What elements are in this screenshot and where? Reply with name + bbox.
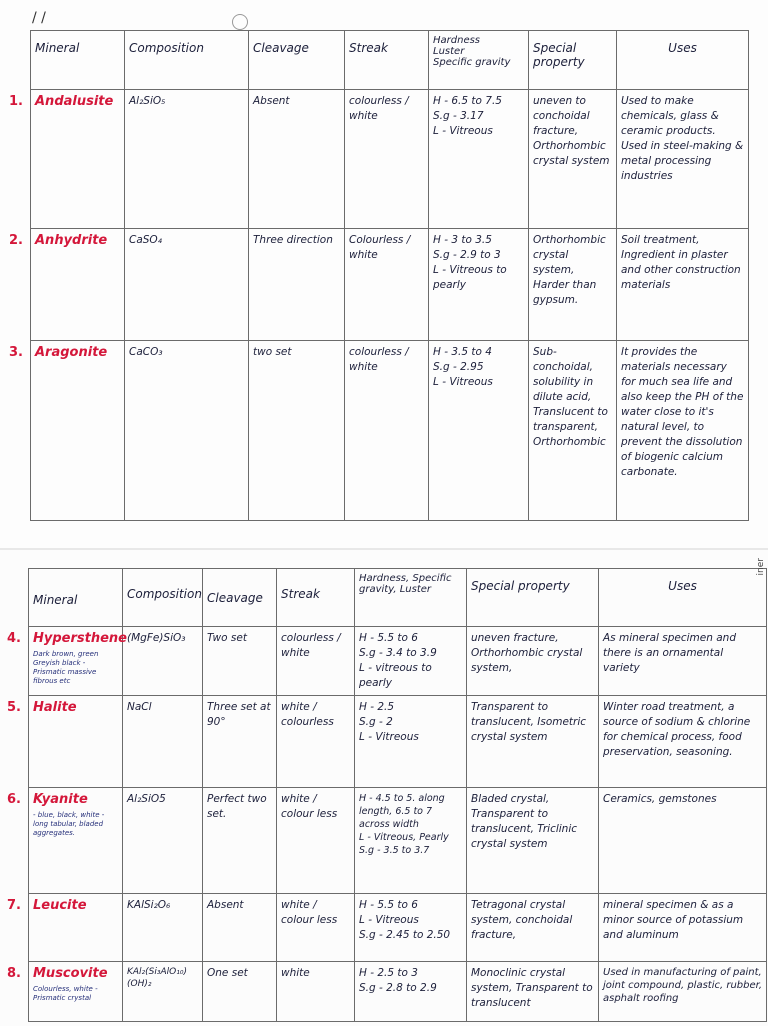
uses-cell: Soil treatment, Ingredient in plaster and other construction materials [617,229,749,341]
composition-cell: KAl₂(Si₃AlO₁₀)(OH)₂ [123,962,203,1022]
header-cell: Uses [617,31,749,90]
mineral-name: Muscovite [33,966,108,981]
header-cell: Special property [467,569,599,627]
table-row [31,90,749,229]
mineral-cell [9,341,125,521]
header-cell: Hardness, Specific gravity, Luster [355,569,467,627]
table-row [29,894,767,962]
margin-note: iner [756,558,766,576]
row-number: 8. [7,966,21,981]
composition-cell: Al₂SiO₅ [125,90,249,229]
row-number: 7. [7,898,21,913]
header-cell: Cleavage [249,31,345,90]
mineral-cell [7,696,123,788]
table-row [31,229,749,341]
composition-cell: KAlSi₂O₆ [123,894,203,962]
cleavage-cell: Three direction [249,229,345,341]
uses-cell: As mineral specimen and there is an ornamental variety [599,627,767,696]
cleavage-cell: One set [203,962,277,1022]
property-cell: Transparent to translucent, Isometric crystal system [467,696,599,788]
mineral-name: Leucite [33,898,87,913]
hardness-cell: H - 4.5 to 5. along length, 6.5 to 7 across width L - Vitreous, Pearly S.g - 3.5 to 3.7 [355,788,467,894]
row-number: 4. [7,631,21,646]
streak-cell: colourless / white [277,627,355,696]
cleavage-cell: Two set [203,627,277,696]
header-cell: Mineral [31,31,125,90]
property-cell: Sub-conchoidal, solubility in dilute acid, Translucent to transparent, Orthorhombic [529,341,617,521]
property-cell: uneven fracture, Orthorhombic crystal system, [467,627,599,696]
table-row [29,788,767,894]
cleavage-cell: Perfect two set. [203,788,277,894]
streak-cell: white / colour less [277,788,355,894]
hardness-cell: H - 3.5 to 4 S.g - 2.95 L - Vitreous [429,341,529,521]
mineral-cell [9,90,125,229]
property-cell: Tetragonal crystal system, conchoidal fracture, [467,894,599,962]
uses-cell: Used in manufacturing of paint, joint compound, plastic, rubber, asphalt roofing [599,962,767,1022]
row-number: 6. [7,792,21,807]
uses-cell: Winter road treatment, a source of sodium & chlorine for chemical process, food preservation, seasoning. [599,696,767,788]
header-cell: Composition [125,31,249,90]
header-cell: Cleavage [203,569,277,627]
mineral-name: Andalusite [35,94,114,109]
row-number: 2. [9,233,23,248]
composition-cell: (MgFe)SiO₃ [123,627,203,696]
mineral-name: Kyanite [33,792,88,807]
mineral-note: Dark brown, green Greyish black - Prismatic massive fibrous etc [33,650,99,685]
header-cell: Special property [529,31,617,90]
header-cell: Streak [345,31,429,90]
table-header [29,569,767,627]
composition-cell: NaCl [123,696,203,788]
cleavage-cell: Absent [249,90,345,229]
cleavage-cell: Three set at 90° [203,696,277,788]
hardness-cell: H - 2.5 to 3 S.g - 2.8 to 2.9 [355,962,467,1022]
header-cell: Hardness Luster Specific gravity [429,31,529,90]
table-row [29,696,767,788]
streak-cell: colourless / white [345,341,429,521]
composition-cell: CaSO₄ [125,229,249,341]
minerals-table-2 [7,568,767,1022]
minerals-table-1 [9,30,749,521]
uses-cell: mineral specimen & as a minor source of potassium and aluminum [599,894,767,962]
hardness-cell: H - 3 to 3.5 S.g - 2.9 to 3 L - Vitreous to pearly [429,229,529,341]
hardness-cell: H - 5.5 to 6 L - Vitreous S.g - 2.45 to 2.50 [355,894,467,962]
cleavage-cell: Absent [203,894,277,962]
header-cell: Composition [123,569,203,627]
composition-cell: Al₂SiO5 [123,788,203,894]
streak-cell: white [277,962,355,1022]
mineral-name: Aragonite [35,345,108,360]
property-cell: Orthorhombic crystal system, Harder than gypsum. [529,229,617,341]
hardness-cell: H - 6.5 to 7.5 S.g - 3.17 L - Vitreous [429,90,529,229]
row-number: 3. [9,345,23,360]
hardness-cell: H - 2.5 S.g - 2 L - Vitreous [355,696,467,788]
streak-cell: white / colour less [277,894,355,962]
mineral-name: Halite [33,700,77,715]
mineral-cell [7,788,123,894]
mineral-name: Hypersthene [33,631,127,646]
hardness-cell: H - 5.5 to 6 S.g - 3.4 to 3.9 L - vitreous to pearly [355,627,467,696]
row-number: 5. [7,700,21,715]
table-row [29,962,767,1022]
uses-cell: It provides the materials necessary for much sea life and also keep the PH of the water close to it's natural level, to prevent the dissolution of biogenic calcium carbonate. [617,341,749,521]
row-number: 1. [9,94,23,109]
mineral-note: - blue, black, white - long tabular, bladed aggregates. [33,811,105,837]
uses-cell: Used to make chemicals, glass & ceramic products. Used in steel-making & metal processing industries [617,90,749,229]
header-cell: Mineral [29,569,123,627]
property-cell: uneven to conchoidal fracture, Orthorhombic crystal system [529,90,617,229]
streak-cell: white / colourless [277,696,355,788]
property-cell: Monoclinic crystal system, Transparent to translucent [467,962,599,1022]
cleavage-cell: two set [249,341,345,521]
property-cell: Bladed crystal, Transparent to translucent, Triclinic crystal system [467,788,599,894]
composition-cell: CaCO₃ [125,341,249,521]
header-cell: Uses [599,569,767,627]
circle-mark [232,14,248,30]
table-row [31,341,749,521]
table-row [29,627,767,696]
mineral-cell [7,962,123,1022]
mineral-cell [7,894,123,962]
mineral-cell [9,229,125,341]
table-header [31,31,749,90]
mineral-name: Anhydrite [35,233,108,248]
streak-cell: colourless / white [345,90,429,229]
corner-mark: / / [32,10,46,26]
mineral-cell [7,627,127,696]
streak-cell: Colourless / white [345,229,429,341]
uses-cell: Ceramics, gemstones [599,788,767,894]
mineral-note: Colourless, white - Prismatic crystal [33,985,98,1002]
header-cell: Streak [277,569,355,627]
bottom-sheet [0,548,768,1026]
